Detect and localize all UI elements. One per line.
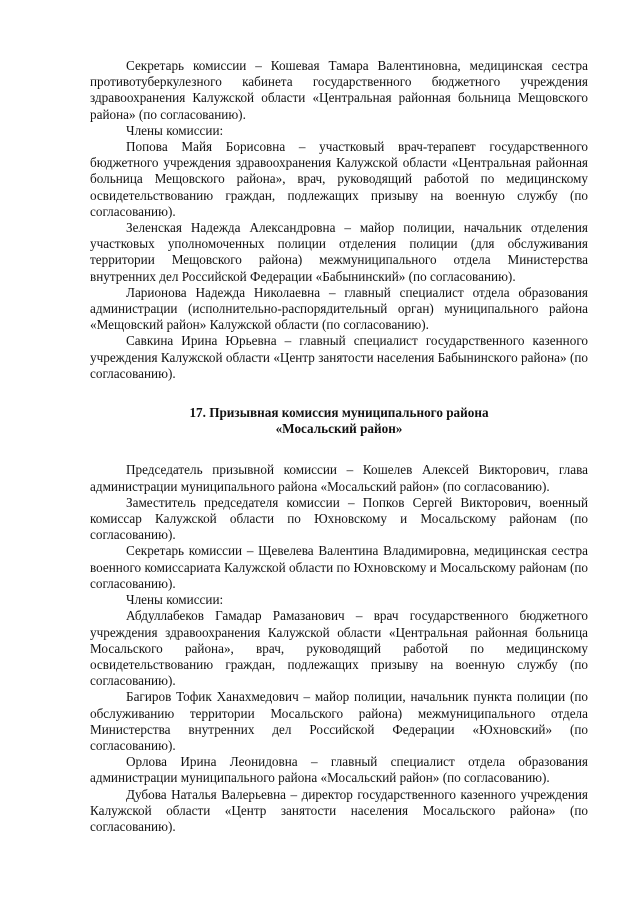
section-heading-line2: «Мосальский район» [275, 421, 403, 437]
member-paragraph: Зеленская Надежда Александровна – майор полиции, начальник отделения участковых уполномоченных полиции отделения полиции (для обслуживания территории Мещовского района) межмуниципального отдела Министерства внутренних дел Российской Федерации «Бабынинский» (по согласованию). [90, 220, 588, 284]
member-paragraph: Савкина Ирина Юрьевна – главный специалист государственного казенного учреждения Калужской области «Центр занятости населения Бабынинского района» (по согласованию). [90, 333, 588, 381]
secretary-paragraph: Секретарь комиссии – Кошевая Тамара Валентиновна, медицинская сестра противотуберкулезного кабинета государственного бюджетного учреждения здравоохранения Калужской области «Центральная районная больница Мещовского района» (по согласованию). [90, 58, 588, 122]
member-paragraph: Абдуллабеков Гамадар Рамазанович – врач государственного бюджетного учреждения здравоохранения Калужской области «Центральная районная больница Мосальского района», врач, руководящий работой по медицинскому освидетельствованию граждан, подлежащих призыву на военную службу (по согласованию). [90, 608, 588, 689]
member-paragraph: Ларионова Надежда Николаевна – главный специалист отдела образования администрации (исполнительно-распорядительный орган) муниципального района «Мещовский район» Калужской области (по согласованию). [90, 284, 588, 333]
member-paragraph: Дубова Наталья Валерьевна – директор государственного казенного учреждения Калужской области «Центр занятости населения Мосальского района» (по согласованию). [90, 786, 588, 834]
members-label: Члены комиссии: [126, 592, 224, 608]
member-paragraph: Багиров Тофик Ханахмедович – майор полиции, начальник пункта полиции (по обслуживанию территории Мосальского района) межмуниципального отдела Министерства внутренних дел Российской Федерации «Юхновский» (по согласованию). [90, 689, 588, 753]
member-paragraph: Орлова Ирина Леонидовна – главный специалист отдела образования администрации муниципального района «Мосальский район» (по согласованию). [90, 754, 588, 786]
chairman-paragraph: Председатель призывной комиссии – Кошелев Алексей Викторович, глава администрации муниципального района «Мосальский район» (по согласованию). [90, 462, 588, 494]
members-label: Члены комиссии: [126, 122, 224, 138]
deputy-paragraph: Заместитель председателя комиссии – Попков Сергей Викторович, военный комиссар Калужской области по Юхновскому и Мосальскому районам (по согласованию). [90, 494, 588, 543]
secretary-paragraph: Секретарь комиссии – Щевелева Валентина Владимировна, медицинская сестра военного комиссариата Калужской области по Юхновскому и Мосальскому районам (по согласованию). [90, 543, 588, 591]
member-paragraph: Попова Майя Борисовна – участковый врач-терапевт государственного бюджетного учреждения здравоохранения Калужской области «Центральная районная больница Мещовского района», врач, руководящий работой по медицинскому освидетельствованию граждан, подлежащих призыву на военную службу (по согласованию). [90, 139, 588, 219]
section-heading-line1: 17. Призывная комиссия муниципального района [189, 405, 489, 421]
